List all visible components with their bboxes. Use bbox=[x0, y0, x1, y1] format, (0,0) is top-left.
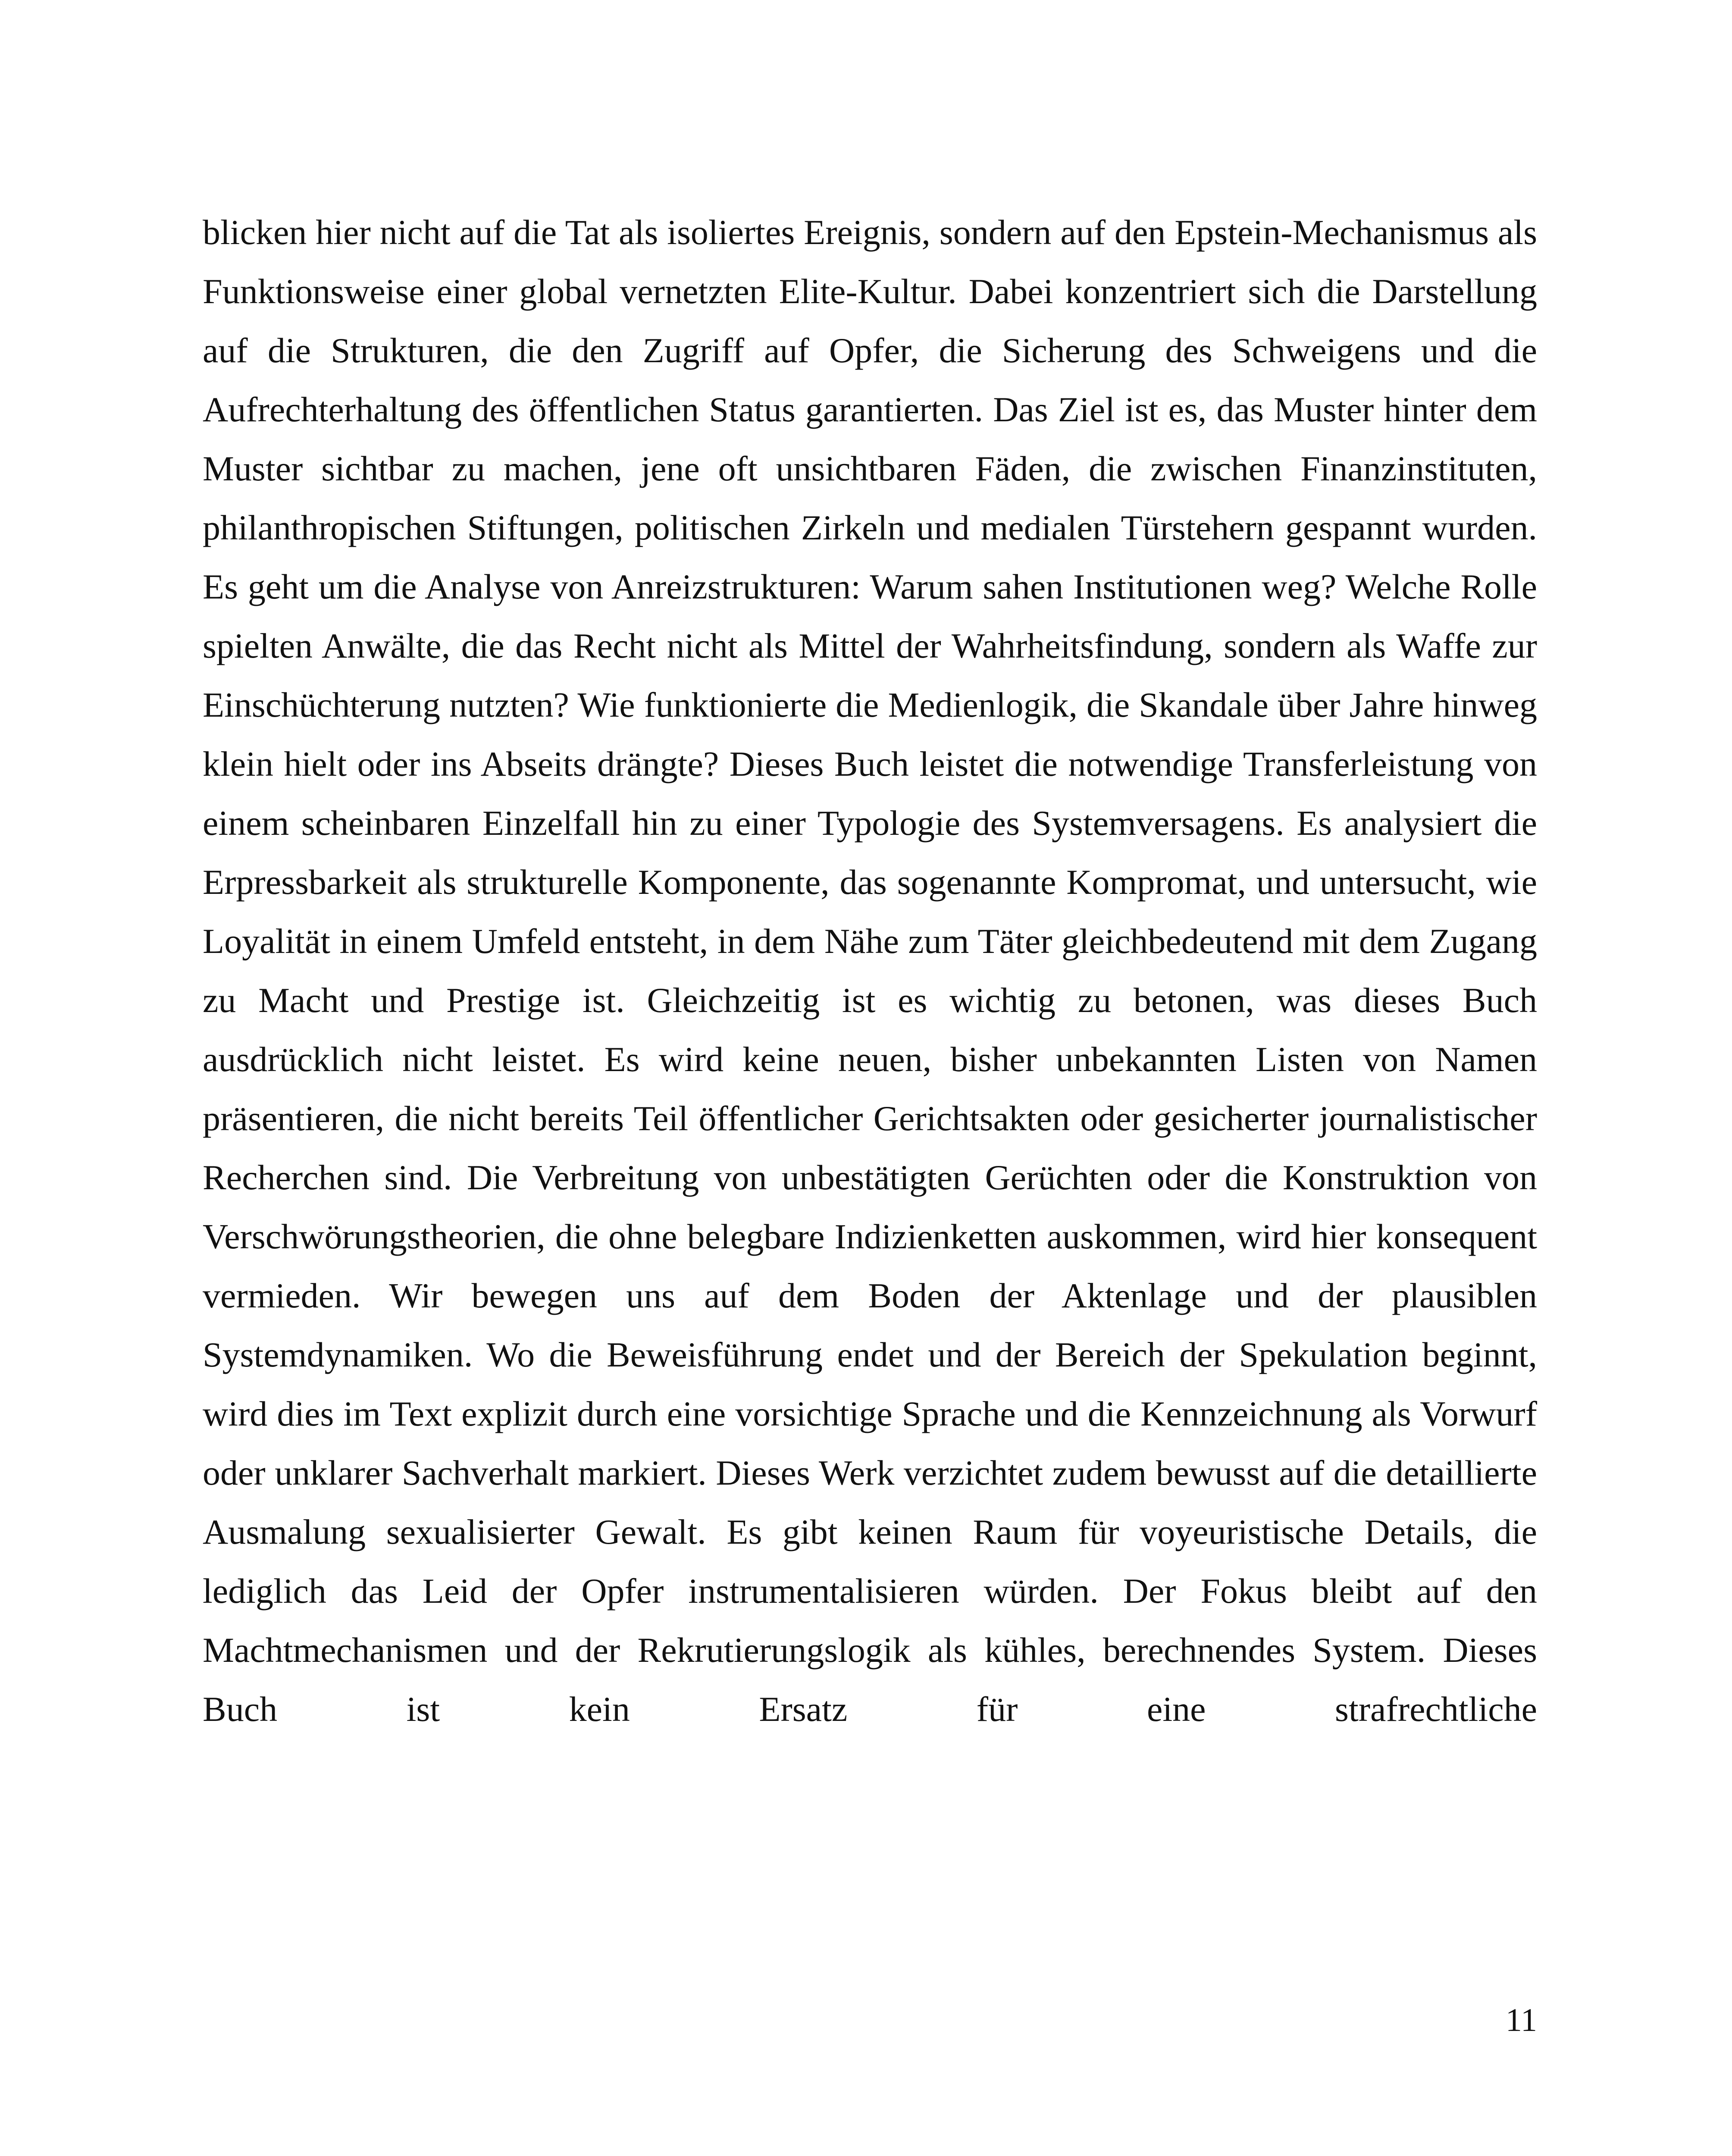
body-paragraph: blicken hier nicht auf die Tat als isoliertes Ereignis, sondern auf den Epstein-Mechanismus als Funktionsweise einer global vernetzten Elite-Kultur. Dabei konzentriert sich die Darstellung auf die Strukturen, die den Zugriff auf Opfer, die Sicherung des Schweigens und die Aufrechterhaltung des öffentlichen Status garantierten. Das Ziel ist es, das Muster hinter dem Muster sichtbar zu machen, jene oft unsichtbaren Fäden, die zwischen Finanzinstituten, philanthropischen Stiftungen, politischen Zirkeln und medialen Türstehern gespannt wurden. Es geht um die Analyse von Anreizstrukturen: Warum sahen Institutionen weg? Welche Rolle spielten Anwälte, die das Recht nicht als Mittel der Wahrheitsfindung, sondern als Waffe zur Einschüchterung nutzten? Wie funktionierte die Medienlogik, die Skandale über Jahre hinweg klein hielt oder ins Abseits drängte? Dieses Buch leistet die notwendige Transferleistung von einem scheinbaren Einzelfall hin zu einer Typologie des Systemversagens. Es analysiert die Erpressbarkeit als strukturelle Komponente, das sogenannte Kompromat, und untersucht, wie Loyalität in einem Umfeld entsteht, in dem Nähe zum Täter gleichbedeutend mit dem Zugang zu Macht und Prestige ist. Gleichzeitig ist es wichtig zu betonen, was dieses Buch ausdrücklich nicht leistet. Es wird keine neuen, bisher unbekannten Listen von Namen präsentieren, die nicht bereits Teil öffentlicher Gerichtsakten oder gesicherter journalistischer Recherchen sind. Die Verbreitung von unbestätigten Gerüchten oder die Konstruktion von Verschwörungstheorien, die ohne belegbare Indizienketten auskommen, wird hier konsequent vermieden. Wir bewegen uns auf dem Boden der Aktenlage und der plausiblen Systemdynamiken. Wo die Beweisführung endet und der Bereich der Spekulation beginnt, wird dies im Text explizit durch eine vorsichtige Sprache und die Kennzeichnung als Vorwurf oder unklarer Sachverhalt markiert. Dieses Werk verzichtet zudem bewusst auf die detaillierte Ausmalung sexualisierter Gewalt. Es gibt keinen Raum für voyeuristische Details, die lediglich das Leid der Opfer instrumentalisieren würden. Der Fokus bleibt auf den Machtmechanismen und der Rekrutierungslogik als kühles, berechnendes System. Dieses Buch ist kein Ersatz für eine strafrechtliche bbox=[203, 213, 1537, 1729]
page-number: 11 bbox=[1505, 2002, 1537, 2038]
